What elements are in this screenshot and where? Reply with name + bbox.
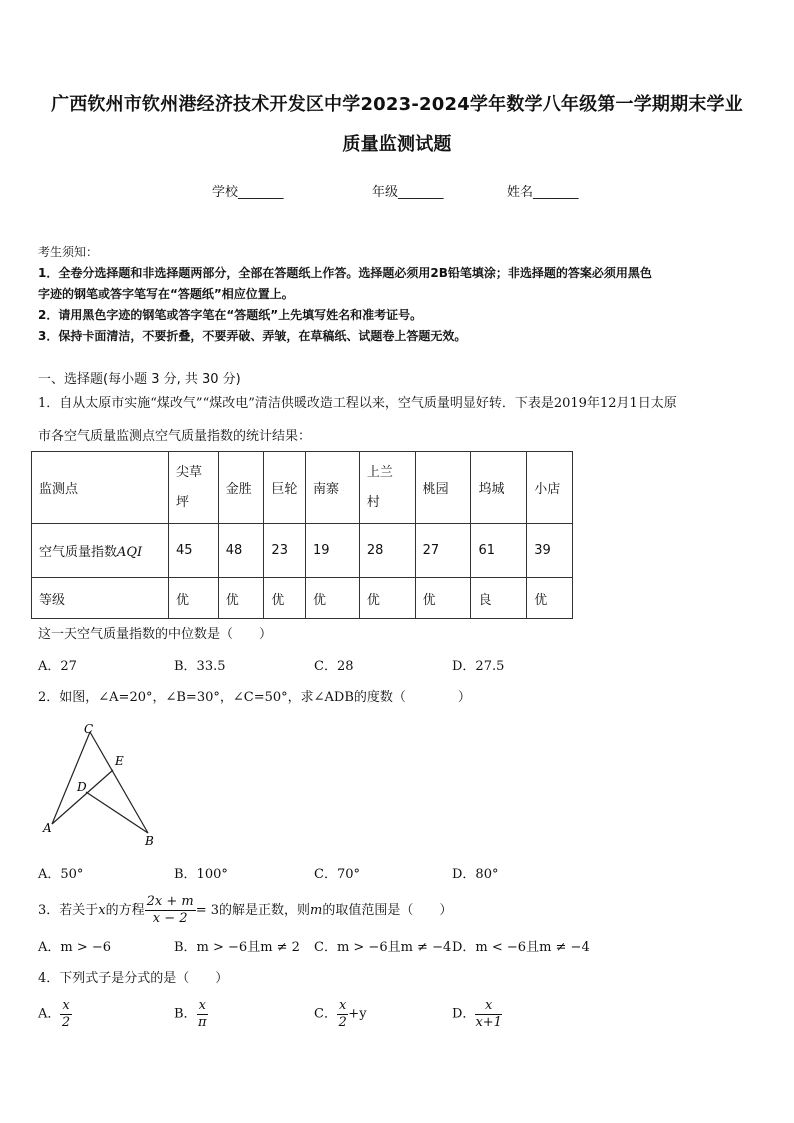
label-e: E <box>115 754 124 768</box>
table-cell: 27 <box>415 524 471 578</box>
table-cell: 上兰 村 <box>359 452 415 524</box>
table-cell: 桃园 <box>415 452 471 524</box>
label-a: A <box>43 821 52 835</box>
question-3-stem <box>38 893 768 929</box>
option-letter: C． <box>314 1006 337 1022</box>
section-heading: 一、选择题(每小题 3 分, 共 30 分) <box>38 372 241 387</box>
table-cell: 48 <box>218 524 264 578</box>
notice-item: 3．保持卡面清洁，不要折叠，不要弄破、弄皱，在草稿纸、试题卷上答题无效。 <box>38 329 467 343</box>
page-title: 广西钦州市钦州港经济技术开发区中学2023-2024学年数学八年级第一学期期末学业 <box>51 94 743 115</box>
option-c: C．70° <box>314 867 360 882</box>
option-letter: A． <box>38 1006 61 1022</box>
q3-tail: 的取值范围是（ ） <box>322 903 453 918</box>
fraction <box>60 998 71 1031</box>
table-cell: 巨轮 <box>264 452 306 524</box>
q3-var-m: m <box>310 903 323 918</box>
table-cell: 61 <box>471 524 527 578</box>
notice-item: 字迹的钢笔或答字笔写在“答题纸”相应位置上。 <box>38 287 294 301</box>
numerator: x <box>338 998 347 1013</box>
label-c: C <box>84 722 94 736</box>
table-cell: 23 <box>264 524 306 578</box>
table-cell: 金胜 <box>218 452 264 524</box>
table-cell: 45 <box>169 524 219 578</box>
denominator: x+1 <box>475 1015 502 1030</box>
page-title-line2: 质量监测试题 <box>342 134 452 155</box>
table-cell: 优 <box>527 578 573 619</box>
table-cell: 优 <box>415 578 471 619</box>
fraction <box>475 998 502 1031</box>
table-cell: 等级 <box>32 578 169 619</box>
table-cell: 优 <box>359 578 415 619</box>
q3-mid: 的方程 <box>105 903 145 918</box>
table-cell <box>32 524 169 578</box>
q3-var-x: x <box>98 903 106 918</box>
table-cell: 优 <box>306 578 360 619</box>
label-b: B <box>145 834 154 848</box>
table-cell: 坞城 <box>471 452 527 524</box>
option-d: D．80° <box>452 867 499 882</box>
exam-notice <box>38 242 758 347</box>
denominator: 2 <box>61 1015 71 1030</box>
option-letter: B． <box>174 1006 197 1022</box>
aqi-variable: AQI <box>117 545 143 560</box>
grade-field: 年级_______ <box>372 185 444 200</box>
segment-db <box>86 792 148 833</box>
denominator: 2 <box>338 1015 347 1030</box>
fraction <box>197 998 208 1031</box>
option-c: C．28 <box>314 659 354 674</box>
denominator: π <box>197 1015 207 1030</box>
option-c: C．m > −6且m ≠ −4 <box>314 940 452 955</box>
label-d: D <box>77 780 87 794</box>
question-1-options <box>38 657 768 677</box>
fraction <box>337 998 348 1031</box>
notice-heading: 考生须知： <box>38 245 99 259</box>
numerator: x <box>62 998 70 1013</box>
option-d: D．27.5 <box>452 659 505 674</box>
table-cell: 39 <box>527 524 573 578</box>
numerator: x <box>198 998 206 1013</box>
q3-post: = 3的解是正数，则 <box>195 903 311 918</box>
question-1-line1: 1．自从太原市实施“煤改气”“煤改电”清洁供暖改造工程以来，空气质量明显好转．下表是2019年12月1日太原 <box>38 396 677 411</box>
aqi-label: 空气质量指数 <box>39 545 118 560</box>
table-cell: 优 <box>169 578 219 619</box>
school-field: 学校_______ <box>212 185 284 200</box>
segment-ca <box>52 732 90 824</box>
numerator: x <box>475 998 502 1015</box>
table-cell: 优 <box>264 578 306 619</box>
table-row-grade <box>32 578 573 619</box>
notice-item: 1．全卷分选择题和非选择题两部分，全部在答题纸上作答。选择题必须用2B铅笔填涂；非选择题的答案必须用黑色 <box>38 266 652 280</box>
q3-denominator: x − 2 <box>152 911 188 926</box>
table-cell: 19 <box>306 524 360 578</box>
segment-ae <box>52 770 113 824</box>
option-b: B．m > −6且m ≠ 2 <box>174 940 300 955</box>
option-a <box>38 998 72 1031</box>
table-row-header <box>32 452 573 524</box>
question-2-stem: 2．如图，∠A=20°，∠B=30°，∠C=50°，求∠ADB的度数（ ） <box>38 690 471 705</box>
notice-item: 2．请用黑色字迹的钢笔或答字笔在“答题纸”上先填写姓名和准考证号。 <box>38 308 423 322</box>
option-d <box>452 998 502 1031</box>
option-a: A．50° <box>38 867 84 882</box>
table-row-aqi <box>32 524 573 578</box>
q3-fraction <box>145 894 196 927</box>
option-b: B．33.5 <box>174 659 226 674</box>
table-cell: 28 <box>359 524 415 578</box>
q3-numerator: 2x + m <box>146 894 194 909</box>
option-a: A．m > −6 <box>38 940 112 955</box>
table-cell: 南寨 <box>306 452 360 524</box>
q3-pre: 3．若关于 <box>38 903 99 918</box>
question-1-line2: 市各空气质量监测点空气质量指数的统计结果： <box>38 429 312 444</box>
question-4-stem: 4．下列式子是分式的是（ ） <box>38 971 229 986</box>
option-b <box>174 998 208 1031</box>
question-3-options <box>38 938 768 958</box>
option-letter: D． <box>452 1006 476 1022</box>
question-1-prompt: 这一天空气质量指数的中位数是（ ） <box>38 627 273 642</box>
suffix: +y <box>348 1006 367 1022</box>
option-d: D．m < −6且m ≠ −4 <box>452 940 590 955</box>
option-a: A．27 <box>38 659 77 674</box>
name-field: 姓名_______ <box>507 185 579 200</box>
aqi-table <box>31 451 573 619</box>
table-cell: 良 <box>471 578 527 619</box>
question-4-options <box>38 998 768 1038</box>
table-cell: 优 <box>218 578 264 619</box>
table-cell: 尖草 坪 <box>169 452 219 524</box>
table-cell: 监测点 <box>32 452 169 524</box>
option-b: B．100° <box>174 867 228 882</box>
triangle-figure <box>30 715 170 855</box>
question-1-stem <box>38 394 768 447</box>
option-c <box>314 998 367 1031</box>
question-2-options <box>38 865 768 885</box>
table-cell: 小店 <box>527 452 573 524</box>
